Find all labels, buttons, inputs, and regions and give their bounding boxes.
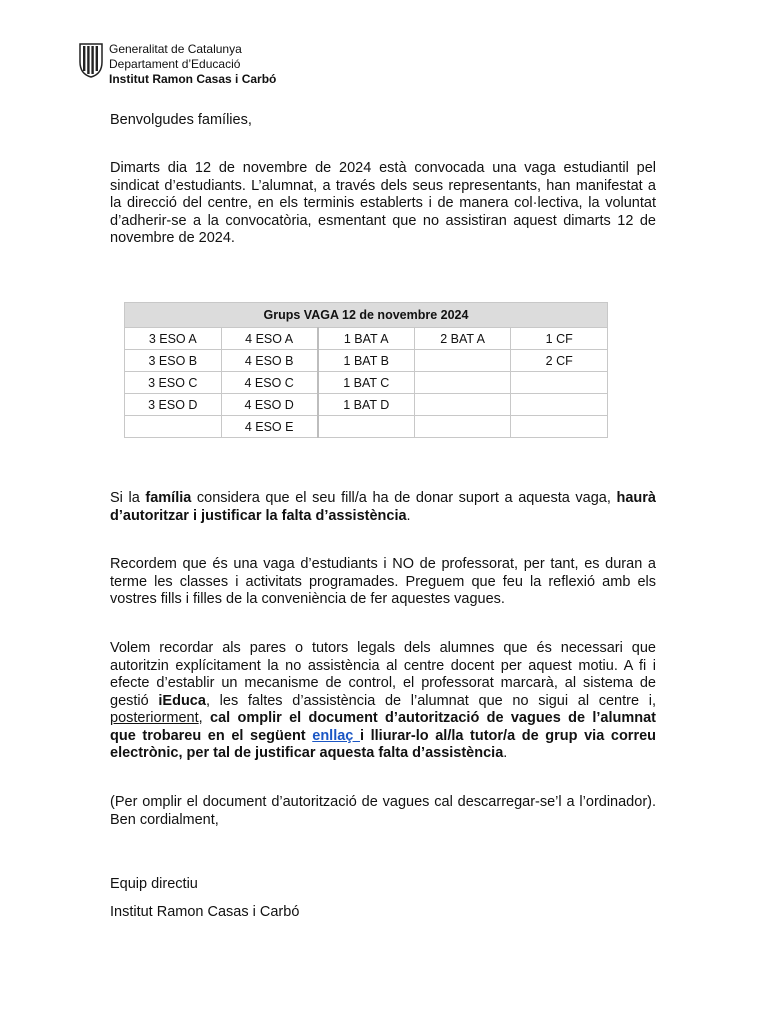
table-row bbox=[125, 328, 608, 350]
closing-paragraph: (Per omplir el document d’autorització de vagues cal descarregar-se’l a l’ordinador). Ben cordialment, bbox=[110, 794, 656, 828]
table-cell: 4 ESO D bbox=[221, 394, 318, 416]
table-row bbox=[125, 416, 608, 438]
table-cell: 4 ESO B bbox=[221, 350, 318, 372]
signature-school: Institut Ramon Casas i Carbó bbox=[110, 904, 300, 920]
letterhead bbox=[78, 42, 276, 87]
text: Si la bbox=[110, 490, 146, 506]
reminder-paragraph: Recordem que és una vaga d’estudiants i NO de professorat, per tant, es duran a terme les classes i activitats programades. Preguem que feu la reflexió amb els vostres fills i filles de la conveniència de fer aquestes vagues. bbox=[110, 556, 656, 607]
table-cell bbox=[318, 416, 415, 438]
emphasis: iEduca bbox=[158, 692, 206, 709]
header-line-2: Departament d’Educació bbox=[109, 57, 241, 71]
signature-team: Equip directiu bbox=[110, 876, 198, 892]
table-cell: 1 BAT B bbox=[318, 350, 415, 372]
table-cell bbox=[414, 350, 511, 372]
table-row bbox=[125, 394, 608, 416]
table-row bbox=[125, 350, 608, 372]
underlined-text: posteriorment bbox=[110, 710, 199, 726]
table-cell bbox=[414, 416, 511, 438]
intro-paragraph: Dimarts dia 12 de novembre de 2024 està convocada una vaga estudiantil pel sindicat d’estudiants. L’alumnat, a través dels seus representants, han manifestat a la direcció del centre, en els terminis establerts i de manera col·lectiva, la voluntat d’adherir-se a la convocatòria, esmentant que no assistiran aquest dimarts 12 de novembre de 2024. bbox=[110, 160, 656, 246]
table-cell: 4 ESO C bbox=[221, 372, 318, 394]
table-cell: 1 BAT D bbox=[318, 394, 415, 416]
table-cell: 3 ESO C bbox=[125, 372, 222, 394]
table-title: Grups VAGA 12 de novembre 2024 bbox=[125, 303, 608, 328]
table-row bbox=[125, 372, 608, 394]
strike-groups-table bbox=[124, 302, 608, 438]
emphasis: i lliurar-lo al/la tutor/a de grup via correu electrònic, per tal de justificar aquesta falta d’assistència bbox=[110, 727, 657, 761]
table-cell: 1 BAT C bbox=[318, 372, 415, 394]
text: , bbox=[198, 710, 210, 726]
table-cell: 4 ESO E bbox=[221, 416, 318, 438]
family-support-paragraph bbox=[110, 490, 656, 525]
table-cell bbox=[511, 394, 608, 416]
table-cell bbox=[414, 394, 511, 416]
emphasis: cal omplir el document d’autorització de vagues de l’alumnat que trobareu en el següent bbox=[110, 710, 656, 744]
table-cell bbox=[125, 416, 222, 438]
text: Volem recordar als pares o tutors legals dels alumnes que és necessari que autoritzin explícitament la no assistència al centre docent per aquest motiu. A fi i efecte d’establir un mecanisme de control, el professorat marcarà, al sistema de gestió bbox=[110, 640, 656, 709]
table-cell: 3 ESO D bbox=[125, 394, 222, 416]
header-line-1: Generalitat de Catalunya bbox=[109, 42, 242, 56]
authorization-paragraph bbox=[110, 640, 656, 763]
generalitat-logo-icon bbox=[78, 42, 104, 78]
table-cell: 2 CF bbox=[511, 350, 608, 372]
table-cell bbox=[511, 372, 608, 394]
table-cell: 1 CF bbox=[511, 328, 608, 350]
table-cell: 2 BAT A bbox=[414, 328, 511, 350]
authorization-form-link[interactable]: enllaç bbox=[312, 727, 360, 744]
table-cell: 3 ESO A bbox=[125, 328, 222, 350]
text: . bbox=[406, 507, 411, 524]
table-cell: 1 BAT A bbox=[318, 328, 415, 350]
header-line-3: Institut Ramon Casas i Carbó bbox=[109, 72, 277, 86]
table-cell bbox=[511, 416, 608, 438]
emphasis: haurà d’autoritzar i justificar la falta d’assistència bbox=[110, 490, 656, 524]
table-cell: 3 ESO B bbox=[125, 350, 222, 372]
text: . bbox=[503, 745, 508, 761]
table-cell: 4 ESO A bbox=[221, 328, 318, 350]
greeting: Benvolgudes famílies, bbox=[110, 112, 252, 128]
text: considera que el seu fill/a ha de donar suport a aquesta vaga, bbox=[191, 490, 617, 506]
text: , les faltes d’assistència de l’alumnat que no sigui al centre i, bbox=[205, 692, 656, 709]
emphasis: família bbox=[145, 490, 192, 506]
table-cell bbox=[414, 372, 511, 394]
